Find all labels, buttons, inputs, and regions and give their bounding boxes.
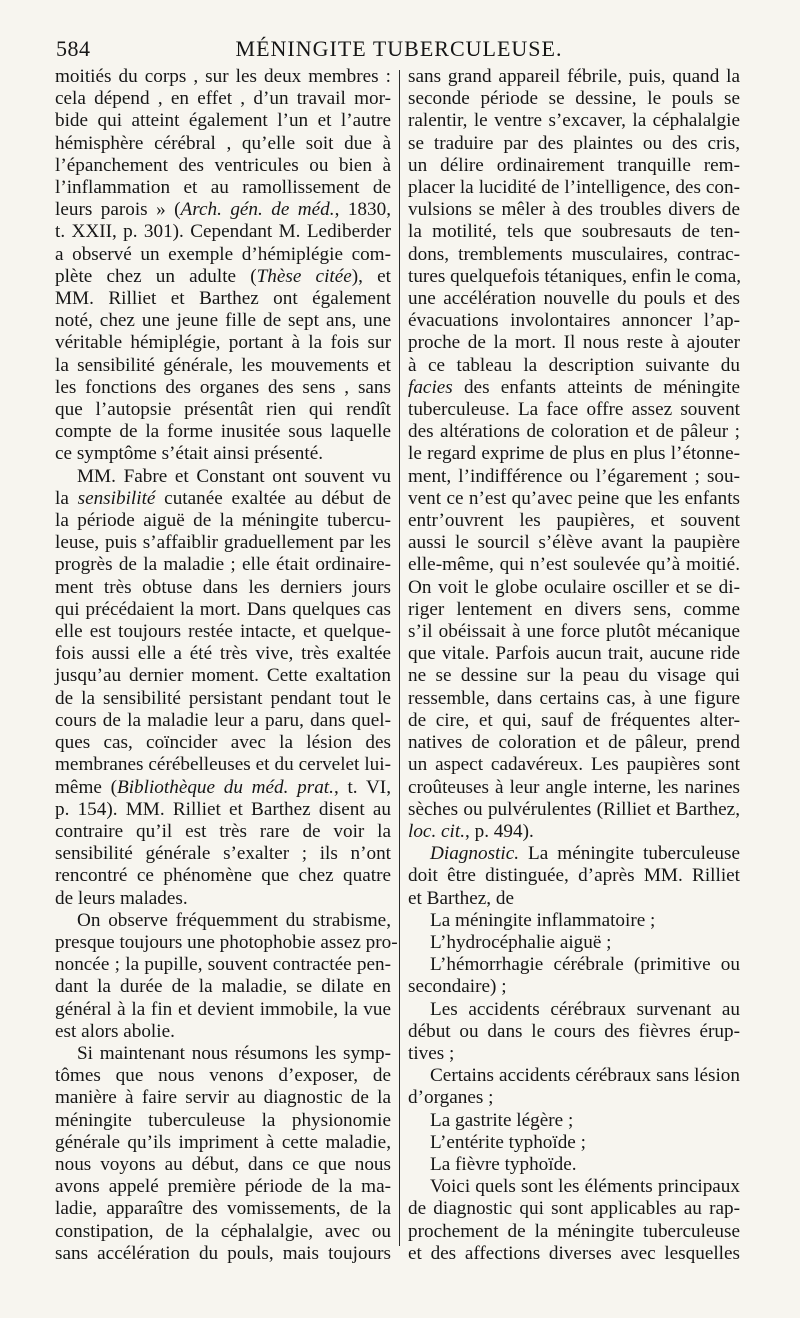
text-line: ne se dessine sur la peau du visage qui [408, 665, 740, 687]
text-line: natives de coloration et de pâleur, prend [408, 732, 740, 754]
text-line: cela dépend , en effet , d’un travail mor- [55, 88, 391, 110]
text-line: compte de la forme inusitée sous laquelle [55, 421, 391, 443]
text-line: L’hydrocéphalie aiguë ; [430, 931, 612, 953]
text-line: doit être distinguée, d’après MM. Rilliet [408, 865, 740, 887]
text-line: et des affections diverses avec lesquelles [408, 1242, 740, 1264]
text-line: dant la durée de la maladie, se dilate en [55, 976, 391, 998]
text-line: jusqu’au dernier moment. Cette exaltation [55, 665, 391, 687]
italic-phrase: loc. cit. [408, 820, 466, 842]
text-line: presque toujours une photophobie assez pro- [55, 931, 398, 953]
text-line: à ce tableau la description suivante du [408, 354, 740, 376]
text-line: est alors abolie. [55, 1020, 175, 1042]
text-line: secondaire) ; [408, 976, 507, 998]
text-line: facies des enfants atteints de méningite [408, 376, 740, 398]
text-line: plète chez un adulte (Thèse citée), et [55, 265, 391, 287]
italic-phrase: facies [408, 376, 453, 398]
italic-phrase: Diagnostic. [430, 843, 520, 865]
text-line: manière à faire servir au diagnostic de la [55, 1087, 391, 1109]
text-line: tômes que nous venons d’exposer, de [55, 1065, 391, 1087]
text-line: croûteuses à leur angle interne, les narines [408, 776, 740, 798]
text-line: la période aiguë de la méningite tubercu- [55, 510, 391, 532]
text-line: fois aussi elle a été très vive, très exaltée [55, 643, 391, 665]
text-line: elle est toujours restée intacte, et quelque- [55, 621, 391, 643]
text-line: Si maintenant nous résumons les symp- [77, 1042, 391, 1064]
text-line: entr’ouvrent les paupières, et souvent [408, 510, 740, 532]
text-line: tives ; [408, 1042, 455, 1064]
page-header [56, 36, 742, 66]
column-divider [399, 70, 400, 1246]
text-line: Diagnostic. La méningite tuberculeuse [430, 843, 740, 865]
text-line: membranes cérébelleuses et du cervelet lui- [55, 754, 391, 776]
text-line: la sensibilité cutanée exaltée au début de [55, 487, 391, 509]
text-line: des altérations de coloration et de pâleur ; [408, 421, 740, 443]
text-line: d’organes ; [408, 1087, 494, 1109]
text-line: placer la lucidité de l’intelligence, des con- [408, 177, 740, 199]
text-line: une accélération nouvelle du pouls et des [408, 288, 740, 310]
text-line: même (Bibliothèque du méd. prat., t. VI, [55, 776, 391, 798]
text-line: de cire, et qui, sauf de fréquentes alter- [408, 709, 740, 731]
text-line: début ou dans le cours des fièvres érup- [408, 1020, 740, 1042]
text-line: ressemble, dans certains cas, à une figure [408, 687, 740, 709]
text-line: la motilité, tels que soubresauts de ten- [408, 221, 740, 243]
text-line: On voit le globe oculaire osciller et se di- [408, 576, 740, 598]
text-line: ralentir, le ventre s’excaver, la céphalalgie [408, 110, 740, 132]
text-line: progrès de la maladie ; elle était ordinaire- [55, 554, 391, 576]
text-line: l’épanchement des ventricules ou bien à [55, 154, 391, 176]
text-line: constipation, de la céphalalgie, avec ou [55, 1220, 391, 1242]
text-line: bide qui atteint également l’un et l’autre [55, 110, 391, 132]
page-number: 584 [56, 36, 91, 61]
text-line: les fonctions des organes des sens , sans [55, 376, 391, 398]
text-line: MM. Rilliet et Barthez ont également [55, 288, 391, 310]
text-line: La fièvre typhoïde. [430, 1153, 577, 1175]
italic-phrase: Bibliothèque du méd. prat. [117, 776, 334, 798]
text-line: ment très obtuse dans les derniers jours [55, 576, 391, 598]
text-line: général à la fin et devient immobile, la vue [55, 998, 391, 1020]
text-line: sèches ou pulvérulentes (Rilliet et Barthez, [408, 798, 740, 820]
text-line: ladie, apparaître des vomissements, de la [55, 1198, 391, 1220]
text-line: et Barthez, de [408, 887, 515, 909]
running-title: MÉNINGITE TUBERCULEUSE. [235, 36, 563, 61]
text-line: véritable hémiplégie, portant à la fois sur [55, 332, 391, 354]
text-line: ment, l’indifférence ou l’égarement ; sou- [408, 465, 740, 487]
text-line: rencontré ce phénomène que chez quatre [55, 865, 391, 887]
text-line: noncée ; la pupille, souvent contractée pen- [55, 954, 391, 976]
text-line: seconde période se dessine, le pouls se [408, 88, 740, 110]
italic-phrase: Thèse citée [256, 265, 352, 287]
text-line: nous voyons au début, dans ce que nous [55, 1153, 391, 1175]
text-line: qui précédaient la mort. Dans quelques cas [55, 598, 391, 620]
text-line: a observé un exemple d’hémiplégie com- [55, 243, 391, 265]
text-line: La méningite inflammatoire ; [430, 909, 656, 931]
text-line: Les accidents cérébraux survenant au [430, 998, 740, 1020]
text-line: riger lentement en divers sens, comme [408, 598, 740, 620]
text-line: de diagnostic qui sont applicables au rap- [408, 1198, 740, 1220]
text-line: dons, tremblements musculaires, contrac- [408, 243, 740, 265]
text-line: méningite tuberculeuse la physionomie [55, 1109, 391, 1131]
text-line: avons appelé première période de la ma- [55, 1176, 391, 1198]
text-line: hémisphère cérébral , qu’elle soit due à [55, 132, 391, 154]
text-line: On observe fréquemment du strabisme, [77, 909, 391, 931]
text-line: t. XXII, p. 301). Cependant M. Lediberder [55, 221, 391, 243]
text-line: ce symptôme s’était ainsi présenté. [55, 443, 324, 465]
text-line: p. 154). MM. Rilliet et Barthez disent au [55, 798, 391, 820]
text-line: contraire qu’il est très rare de voir la [55, 820, 391, 842]
text-line: L’hémorrhagie cérébrale (primitive ou [430, 954, 740, 976]
text-line: de la sensibilité persistant pendant tout le [55, 687, 391, 709]
italic-phrase: Arch. gén. de méd. [180, 199, 335, 221]
text-line: que l’autopsie présentât rien qui rendît [55, 399, 391, 421]
text-line: tures quelquefois tétaniques, enfin le coma, [408, 265, 742, 287]
text-line: cours de la maladie leur a paru, dans quel- [55, 709, 391, 731]
text-line: s’il obéissait à une force plutôt mécanique [408, 621, 740, 643]
italic-phrase: sensibilité [77, 487, 156, 509]
text-line: proche de la mort. Il nous reste à ajouter [408, 332, 740, 354]
text-line: L’entérite typhoïde ; [430, 1131, 586, 1153]
text-line: noté, chez une jeune fille de sept ans, une [55, 310, 391, 332]
text-line: le regard exprime de plus en plus l’étonne- [408, 443, 740, 465]
text-line: sans accélération du pouls, mais toujours [55, 1242, 391, 1264]
text-line: aussi le sourcil s’élève avant la paupière [408, 532, 740, 554]
text-line: vulsions se mêler à des troubles divers de [408, 199, 740, 221]
text-line: que vitale. Parfois aucun trait, aucune ride [408, 643, 740, 665]
text-line: un aspect cadavéreux. Les paupières sont [408, 754, 740, 776]
text-line: ques cas, coïncider avec la lésion des [55, 732, 391, 754]
text-line: tuberculeuse. La face offre assez souvent [408, 399, 740, 421]
text-line: l’inflammation et au ramollissement de [55, 177, 391, 199]
text-line: prochement de la méningite tuberculeuse [408, 1220, 740, 1242]
text-line: La gastrite légère ; [430, 1109, 574, 1131]
text-line: se traduire par des plaintes ou des cris, [408, 132, 740, 154]
text-line: un délire ordinairement tranquille rem- [408, 154, 740, 176]
text-line: leurs parois » (Arch. gén. de méd., 1830, [55, 199, 391, 221]
text-line: vent ce n’est qu’avec peine que les enfants [408, 487, 740, 509]
text-line: de leurs malades. [55, 887, 188, 909]
text-line: la sensibilité générale, les mouvements et [55, 354, 391, 376]
text-line: Certains accidents cérébraux sans lésion [430, 1065, 740, 1087]
text-line: sensibilité générale s’exalter ; ils n’ont [55, 843, 391, 865]
text-line: Voici quels sont les éléments principaux [430, 1176, 740, 1198]
left-text-column [55, 66, 398, 1265]
text-line: MM. Fabre et Constant ont souvent vu [77, 465, 391, 487]
text-line: leuse, puis s’affaiblir graduellement par les [55, 532, 391, 554]
text-line: loc. cit., p. 494). [408, 820, 534, 842]
text-line: sans grand appareil fébrile, puis, quand la [408, 66, 740, 87]
text-line: évacuations involontaires annoncer l’ap- [408, 310, 740, 332]
text-line: générale qu’ils impriment à cette maladie, [55, 1131, 391, 1153]
right-text-column [408, 66, 740, 1265]
text-line: moitiés du corps , sur les deux membres : [55, 66, 391, 87]
text-line: elle-même, qui n’est soulevée qu’à moitié. [408, 554, 740, 576]
